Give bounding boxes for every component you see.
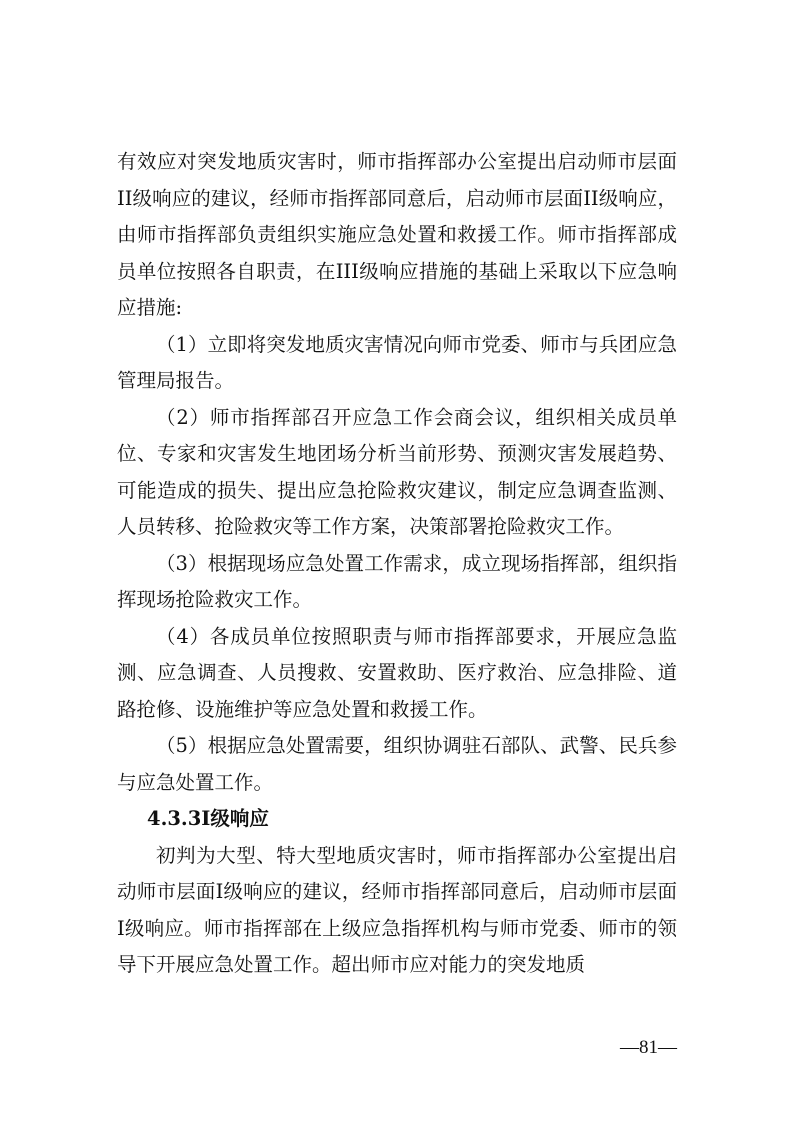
- paragraph-item-3: （3）根据现场应急处置工作需求，成立现场指挥部，组织指挥现场抢险救灾工作。: [117, 551, 677, 611]
- section-heading: 4.3.3I级响应: [147, 807, 269, 830]
- page-number: —81—: [620, 1037, 677, 1058]
- paragraph-level-1-response: 初判为大型、特大型地质灾害时，师市指挥部办公室提出启动师市层面I级响应的建议，经师市指挥部同意后，启动师市层面I级响应。师市指挥部在上级应急指挥机构与师市党委、师市的领导下开展应急处置工作。超出师市应对能力的突发地质: [117, 843, 677, 976]
- document-body: [117, 144, 677, 984]
- paragraph-item-4: （4）各成员单位按照职责与师市指挥部要求，开展应急监测、应急调查、人员搜救、安置救助、医疗救治、应急排险、道路抢修、设施维护等应急处置和救援工作。: [117, 624, 677, 721]
- paragraph-item-2: （2）师市指挥部召开应急工作会商会议，组织相关成员单位、专家和灾害发生地团场分析当前形势、预测灾害发展趋势、可能造成的损失、提出应急抢险救灾建议，制定应急调查监测、人员转移、抢险救灾等工作方案，决策部署抢险救灾工作。: [117, 405, 677, 538]
- paragraph-item-1: （1）立即将突发地质灾害情况向师市党委、师市与兵团应急管理局报告。: [117, 332, 677, 392]
- paragraph-continuation: 有效应对突发地质灾害时，师市指挥部办公室提出启动师市层面II级响应的建议，经师市指挥部同意后，启动师市层面II级响应，由师市指挥部负责组织实施应急处置和救援工作。师市指挥部成员单位按照各自职责，在III级响应措施的基础上采取以下应急响应措施:: [117, 150, 677, 319]
- paragraph-item-5: （5）根据应急处置需要，组织协调驻石部队、武警、民兵参与应急处置工作。: [117, 734, 677, 794]
